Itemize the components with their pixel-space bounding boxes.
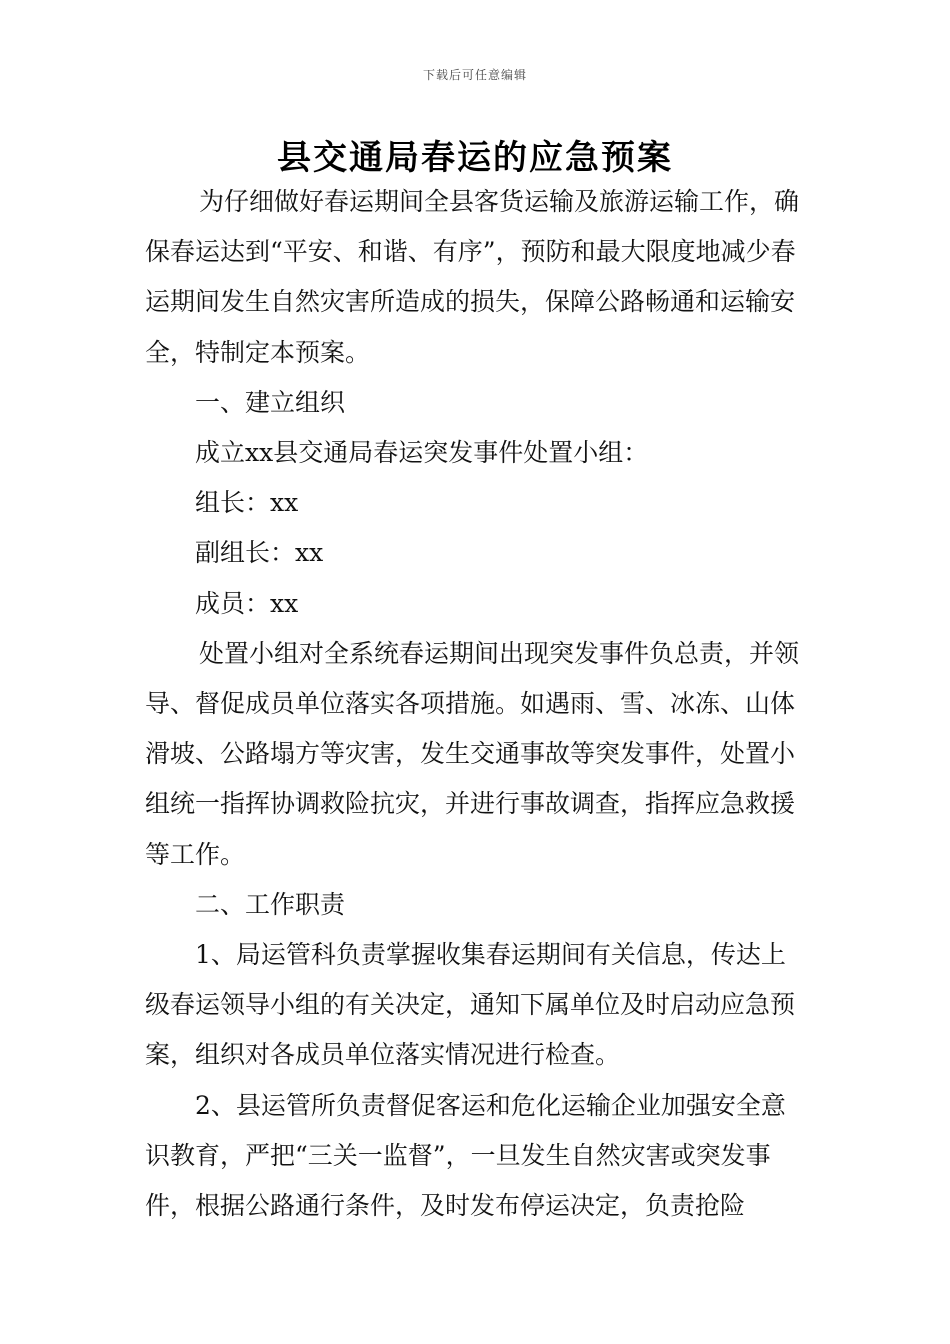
paragraph-duty-1: 1、局运管科负责掌握收集春运期间有关信息，传达上级春运领导小组的有关决定，通知下属单位及时启动应急预案，组织对各成员单位落实情况进行检查。: [145, 940, 796, 1070]
paragraph-leader: 组长：xx: [195, 488, 299, 518]
paragraph-members: 成员：xx: [195, 588, 299, 618]
document-body: [145, 177, 810, 1231]
section-heading-organization: 一、建立组织: [195, 387, 346, 417]
document-title: 县交通局春运的应急预案: [277, 138, 673, 178]
paragraph-intro: 为仔细做好春运期间全县客货运输及旅游运输工作，确保春运达到“平安、和谐、有序”，预防和最大限度地减少春运期间发生自然灾害所造成的损失，保障公路畅通和运输安全，特制定本预案。: [145, 187, 800, 367]
paragraph-duty-2: 2、县运管所负责督促客运和危化运输企业加强安全意识教育，严把“三关一监督”，一旦发生自然灾害或突发事件，根据公路通行条件，及时发布停运决定，负责抢险: [145, 1090, 786, 1221]
paragraph-group-duty: 处置小组对全系统春运期间出现突发事件负总责，并领导、督促成员单位落实各项措施。如遇雨、雪、冰冻、山体滑坡、公路塌方等灾害，发生交通事故等突发事件，处置小组统一指挥协调救险抗灾，并进行事故调查，指挥应急救援等工作。: [145, 638, 800, 869]
paragraph-group-intro: 成立xx县交通局春运突发事件处置小组：: [195, 438, 649, 468]
section-heading-duties: 二、工作职责: [195, 889, 346, 919]
header-note: 下载后可任意编辑: [422, 68, 527, 82]
paragraph-deputy-leader: 副组长：xx: [195, 538, 324, 568]
